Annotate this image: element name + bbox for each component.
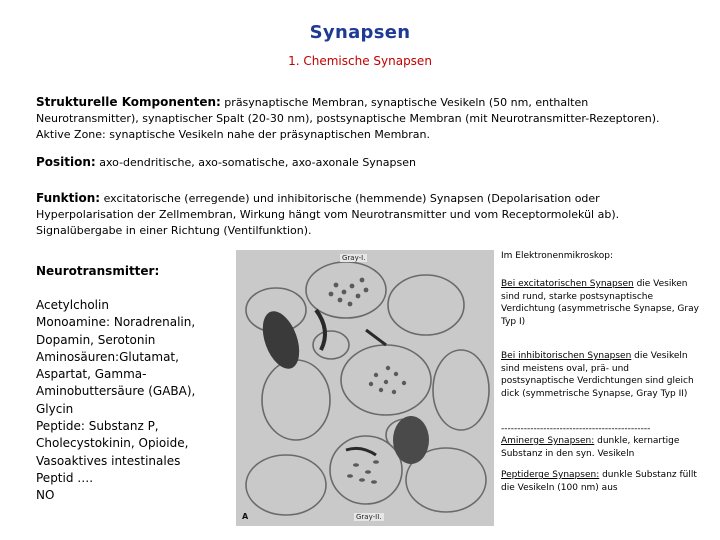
position-text: axo-dendritische, axo-somatische, axo-axonale Synapsen — [95, 156, 416, 169]
excitatory-text: die Vesiken sind rund, starke postsynaptische Verdichtung (asymmetrische Synapse, Gray Typ I) — [501, 279, 699, 327]
em-heading: Im Elektronenmikroskop: — [501, 251, 614, 261]
neurotransmitter-item: Dopamin, Serotonin — [36, 332, 156, 347]
peptidergic-paragraph — [501, 469, 701, 494]
neurotransmitter-item: Cholecystokinin, Opioide, — [36, 436, 189, 451]
neurotransmitter-item: Peptide: Substanz P, — [36, 419, 159, 434]
structural-components-text: präsynaptische Membran, synaptische Vesikeln (50 nm, enthalten Neurotransmitter), synaptischer Spalt (20-30 nm), postsynaptische Membran (mit Neurotransmitter-Rezeptoren). Aktive Zone: synaptische Vesikeln nahe der präsynaptischen Membran. — [36, 96, 660, 141]
function-text: excitatorische (erregende) und inhibitorische (hemmende) Synapsen (Depolarisation oder Hyperpolarisation der Zellmembran, Wirkung hängt vom Neurotransmitter und vom Receptormolekül ab). Signalübergabe in einer Richtung (Ventilfunktion). — [36, 192, 620, 237]
peptidergic-label: Peptiderge Synapsen: — [501, 470, 600, 480]
micrograph-image — [236, 250, 494, 526]
neurotransmitter-item: Aspartat, Gamma- — [36, 367, 147, 382]
structural-components-label: Strukturelle Komponenten: — [36, 95, 221, 109]
neurotransmitter-item: NO — [36, 488, 55, 503]
divider-line: ---------------------------------------------- — [501, 424, 651, 434]
inhibitory-text: die Vesikeln sind meistens oval, prä- und postsynaptische Verdichtungen sind gleich dick (symmetrische Synapse, Gray Typ II) — [501, 351, 694, 399]
neurotransmitter-heading: Neurotransmitter: — [36, 264, 160, 278]
position-paragraph — [36, 154, 686, 171]
position-label: Position: — [36, 155, 96, 169]
peptidergic-text: dunkle Substanz füllt die Vesikeln (100 nm) aus — [501, 470, 697, 493]
micrograph-label-gray-i: Gray-I. — [342, 254, 366, 262]
neurotransmitter-item: Peptid …. — [36, 470, 94, 485]
electron-micrograph — [236, 250, 494, 526]
function-label: Funktion: — [36, 191, 101, 205]
function-paragraph — [36, 190, 686, 239]
neurotransmitter-item: Glycin — [36, 401, 74, 416]
micrograph-label-gray-ii: Gray-II. — [356, 513, 382, 521]
neurotransmitter-list — [36, 297, 231, 505]
aminergic-label: Aminerge Synapsen: — [501, 436, 595, 446]
aminergic-paragraph — [501, 435, 701, 460]
neurotransmitter-item: Vasoaktives intestinales — [36, 453, 181, 468]
structural-components-paragraph — [36, 94, 686, 143]
neurotransmitter-item: Aminobuttersäure (GABA), — [36, 384, 196, 399]
page-subtitle: 1. Chemische Synapsen — [288, 54, 432, 68]
excitatory-paragraph — [501, 278, 701, 328]
micrograph-corner-label: A — [242, 512, 249, 521]
aminergic-text: dunkle, kernartige Substanz in den syn. Vesikeln — [501, 436, 680, 459]
page-title: Synapsen — [309, 22, 411, 43]
excitatory-label: Bei excitatorischen Synapsen — [501, 279, 634, 289]
inhibitory-paragraph — [501, 350, 701, 400]
neurotransmitter-item: Acetylcholin — [36, 298, 109, 312]
neurotransmitter-item: Monoamine: Noradrenalin, — [36, 315, 196, 330]
inhibitory-label: Bei inhibitorischen Synapsen — [501, 351, 632, 361]
neurotransmitter-item: Aminosäuren:Glutamat, — [36, 349, 179, 364]
